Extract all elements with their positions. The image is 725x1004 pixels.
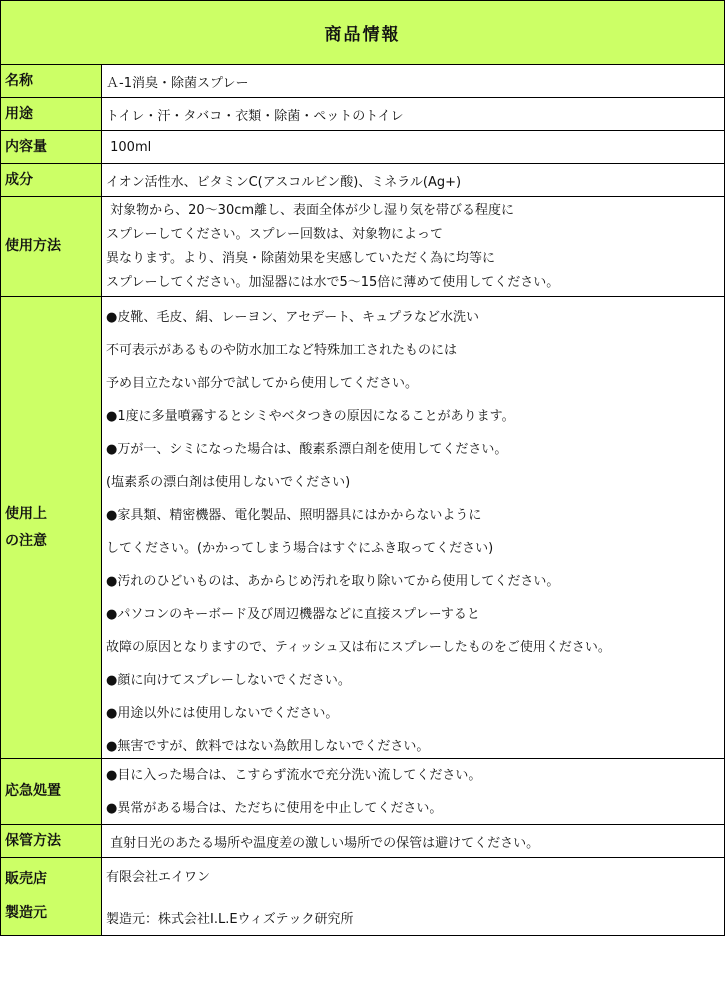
row-seller-maker	[1, 858, 725, 936]
caution-line: ●汚れのひどいものは、あからじめ汚れを取り除いてから使用してください。	[106, 574, 560, 589]
caution-line: 故障の原因となりますので、ティッシュ又は布にスプレーしたものをご使用ください。	[106, 640, 611, 655]
caution-line: ●無害ですが、飲料ではない為飲用しないでください。	[106, 739, 430, 754]
caution-line: ●用途以外には使用しないでください。	[106, 706, 339, 721]
label-volume: 内容量	[1, 131, 102, 163]
value-seller-maker	[102, 858, 725, 935]
value-caution	[102, 297, 725, 758]
label-use: 用途	[1, 98, 102, 130]
caution-line: 予め目立たない部分で試してから使用してください。	[106, 376, 419, 391]
label-storage: 保管方法	[1, 825, 102, 857]
row-ingredients	[1, 164, 725, 197]
label-caution-line1: 使用上	[5, 505, 47, 522]
row-use	[1, 98, 725, 131]
label-how-to-use: 使用方法	[1, 197, 102, 296]
value-name	[102, 65, 725, 97]
caution-line: ●皮靴、毛皮、絹、レーヨン、アセデート、キュプラなど水洗い	[106, 310, 480, 325]
label-seller: 販売店	[5, 871, 47, 887]
how-to-use-line: スプレーしてください。スプレー回数は、対象物によって	[106, 226, 443, 242]
label-ingredients: 成分	[1, 164, 102, 196]
value-how-to-use	[102, 197, 725, 296]
value-ingredients-text: イオン活性水、ビタミンC(アスコルビン酸)、ミネラル(Ag+)	[106, 174, 462, 190]
label-caution-line2: の注意	[5, 532, 47, 549]
value-storage	[102, 825, 725, 857]
how-to-use-line: スプレーしてください。加湿器には水で5〜15倍に薄めて使用してください。	[106, 274, 560, 290]
value-seller: 有限会社エイワン	[106, 870, 211, 885]
value-maker: 製造元：株式会社I.L.Eウィズテック研究所	[106, 912, 354, 927]
value-first-aid	[102, 759, 725, 824]
value-ingredients	[102, 164, 725, 196]
caution-line: してください。(かかってしまう場合はすぐにふき取ってください)	[106, 541, 494, 556]
caution-line: ●顔に向けてスプレーしないでください。	[106, 673, 351, 688]
label-caution	[1, 297, 102, 758]
caution-line: ●万が一、シミになった場合は、酸素系漂白剤を使用してください。	[106, 442, 508, 457]
caution-line: ●家具類、精密機器、電化製品、照明器具にはかからないように	[106, 508, 482, 523]
value-use	[102, 98, 725, 130]
row-volume	[1, 131, 725, 164]
value-volume-text: 100ml	[106, 139, 152, 155]
value-name-text: Ａ-1消臭・除菌スプレー	[106, 75, 249, 91]
caution-line: 不可表示があるものや防水加工など特殊加工されたものには	[106, 343, 458, 358]
label-maker: 製造元	[5, 905, 47, 921]
value-use-text: トイレ・汗・タバコ・衣類・除菌・ペットのトイレ	[106, 108, 404, 124]
table-title	[1, 1, 725, 65]
row-storage	[1, 825, 725, 858]
row-caution	[1, 297, 725, 759]
title-text: 商品情報	[324, 25, 401, 45]
label-name: 名称	[1, 65, 102, 97]
value-storage-text: 直射日光のあたる場所や温度差の激しい場所での保管は避けてください。	[106, 835, 540, 851]
label-first-aid: 応急処置	[1, 759, 102, 824]
row-first-aid	[1, 759, 725, 825]
row-how-to-use	[1, 197, 725, 297]
row-name	[1, 65, 725, 98]
value-volume	[102, 131, 725, 163]
how-to-use-line: 対象物から、20〜30cm離し、表面全体が少し湿り気を帯びる程度に	[106, 202, 515, 218]
caution-line: ●パソコンのキーボード及び周辺機器などに直接スプレーすると	[106, 607, 480, 622]
first-aid-line: ●異常がある場合は、ただちに使用を中止してください。	[106, 800, 443, 816]
first-aid-line: ●目に入った場合は、こすらず流水で充分洗い流してください。	[106, 767, 482, 783]
how-to-use-line: 異なります。より、消臭・除菌効果を実感していただく為に均等に	[106, 250, 495, 266]
label-seller-maker	[1, 858, 102, 935]
caution-line: (塩素系の漂白剤は使用しないでください)	[106, 475, 351, 490]
caution-line: ●1度に多量噴霧するとシミやベタつきの原因になることがあります。	[106, 409, 515, 424]
